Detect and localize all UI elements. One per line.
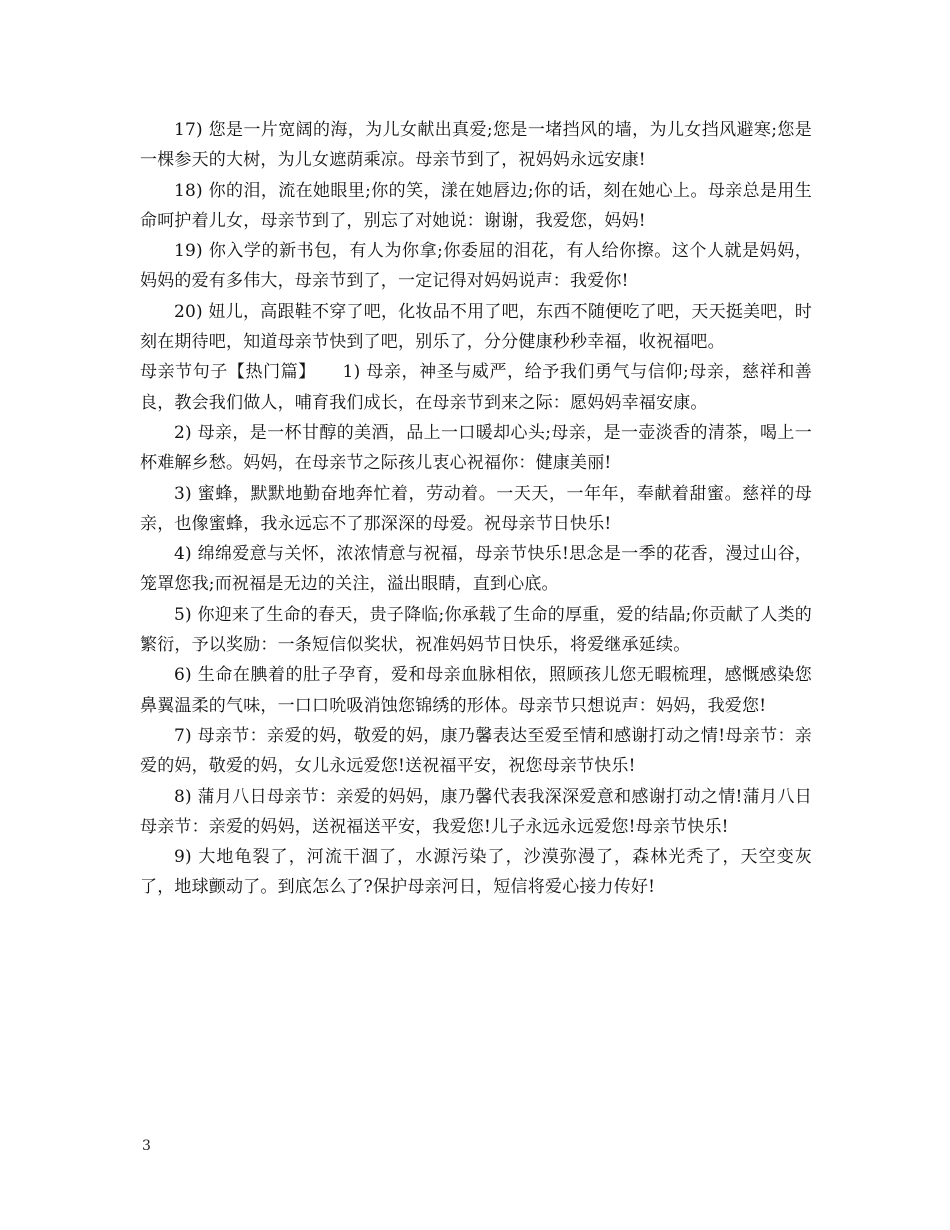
paragraph-7: 7) 母亲节：亲爱的妈，敬爱的妈，康乃馨表达至爱至情和感谢打动之情!母亲节：亲爱的妈，敬爱的妈，女儿永远爱您!送祝福平安，祝您母亲节快乐! <box>140 725 812 777</box>
page-number: 3 <box>142 1138 151 1154</box>
paragraph-9: 9) 大地龟裂了，河流干涸了，水源污染了，沙漠弥漫了，森林光秃了，天空变灰了，地球颤动了。到底怎么了?保护母亲河日，短信将爱心接力传好! <box>140 847 812 898</box>
paragraph-2: 2) 母亲，是一杯甘醇的美酒，品上一口暖却心头;母亲，是一壶淡香的清茶，喝上一杯难解乡愁。妈妈，在母亲节之际孩儿衷心祝福你：健康美丽! <box>140 422 812 474</box>
paragraph-6: 6) 生命在腆着的肚子孕育，爱和母亲血脉相依，照顾孩儿您无暇梳理，感慨感染您鼻翼温柔的气味，一口口吮吸消蚀您锦绣的形体。母亲节只想说声：妈妈，我爱您! <box>140 665 812 716</box>
paragraph-3: 3) 蜜蜂，默默地勤奋地奔忙着，劳动着。一天天，一年年，奉献着甜蜜。慈祥的母亲，也像蜜蜂，我永远忘不了那深深的母爱。祝母亲节日快乐! <box>140 483 812 534</box>
paragraph-18: 18) 你的泪，流在她眼里;你的笑，漾在她唇边;你的话，刻在她心上。母亲总是用生命呵护着儿女，母亲节到了，别忘了对她说：谢谢，我爱您，妈妈! <box>140 180 812 231</box>
paragraph-8: 8) 蒲月八日母亲节：亲爱的妈妈，康乃馨代表我深深爱意和感谢打动之情!蒲月八日母亲节：亲爱的妈妈，送祝福送平安，我爱您!儿子永远永远爱您!母亲节快乐! <box>140 786 812 837</box>
paragraph-19: 19) 你入学的新书包，有人为你拿;你委屈的泪花，有人给你擦。这个人就是妈妈，妈妈的爱有多伟大，母亲节到了，一定记得对妈妈说声：我爱你! <box>140 241 812 292</box>
document-body <box>140 115 812 903</box>
paragraph-17: 17) 您是一片宽阔的海，为儿女献出真爱;您是一堵挡风的墙，为儿女挡风避寒;您是一棵参天的大树，为儿女遮荫乘凉。母亲节到了，祝妈妈永远安康! <box>140 120 812 171</box>
section-heading-paragraph-1: 母亲节句子【热门篇】 1) 母亲，神圣与威严，给予我们勇气与信仰;母亲，慈祥和善良，教会我们做人，哺育我们成长，在母亲节到来之际：愿妈妈幸福安康。 <box>140 362 812 413</box>
paragraph-4: 4) 绵绵爱意与关怀，浓浓情意与祝福，母亲节快乐!思念是一季的花香，漫过山谷，笼罩您我;而祝福是无边的关注，溢出眼睛，直到心底。 <box>140 544 812 595</box>
paragraph-5: 5) 你迎来了生命的春天，贵子降临;你承载了生命的厚重，爱的结晶;你贡献了人类的繁衍，予以奖励：一条短信似奖状，祝准妈妈节日快乐，将爱继承延续。 <box>140 604 812 656</box>
paragraph-20: 20) 妞儿，高跟鞋不穿了吧，化妆品不用了吧，东西不随便吃了吧，天天挺美吧，时刻在期待吧，知道母亲节快到了吧，别乐了，分分健康秒秒幸福，收祝福吧。 <box>140 301 812 353</box>
